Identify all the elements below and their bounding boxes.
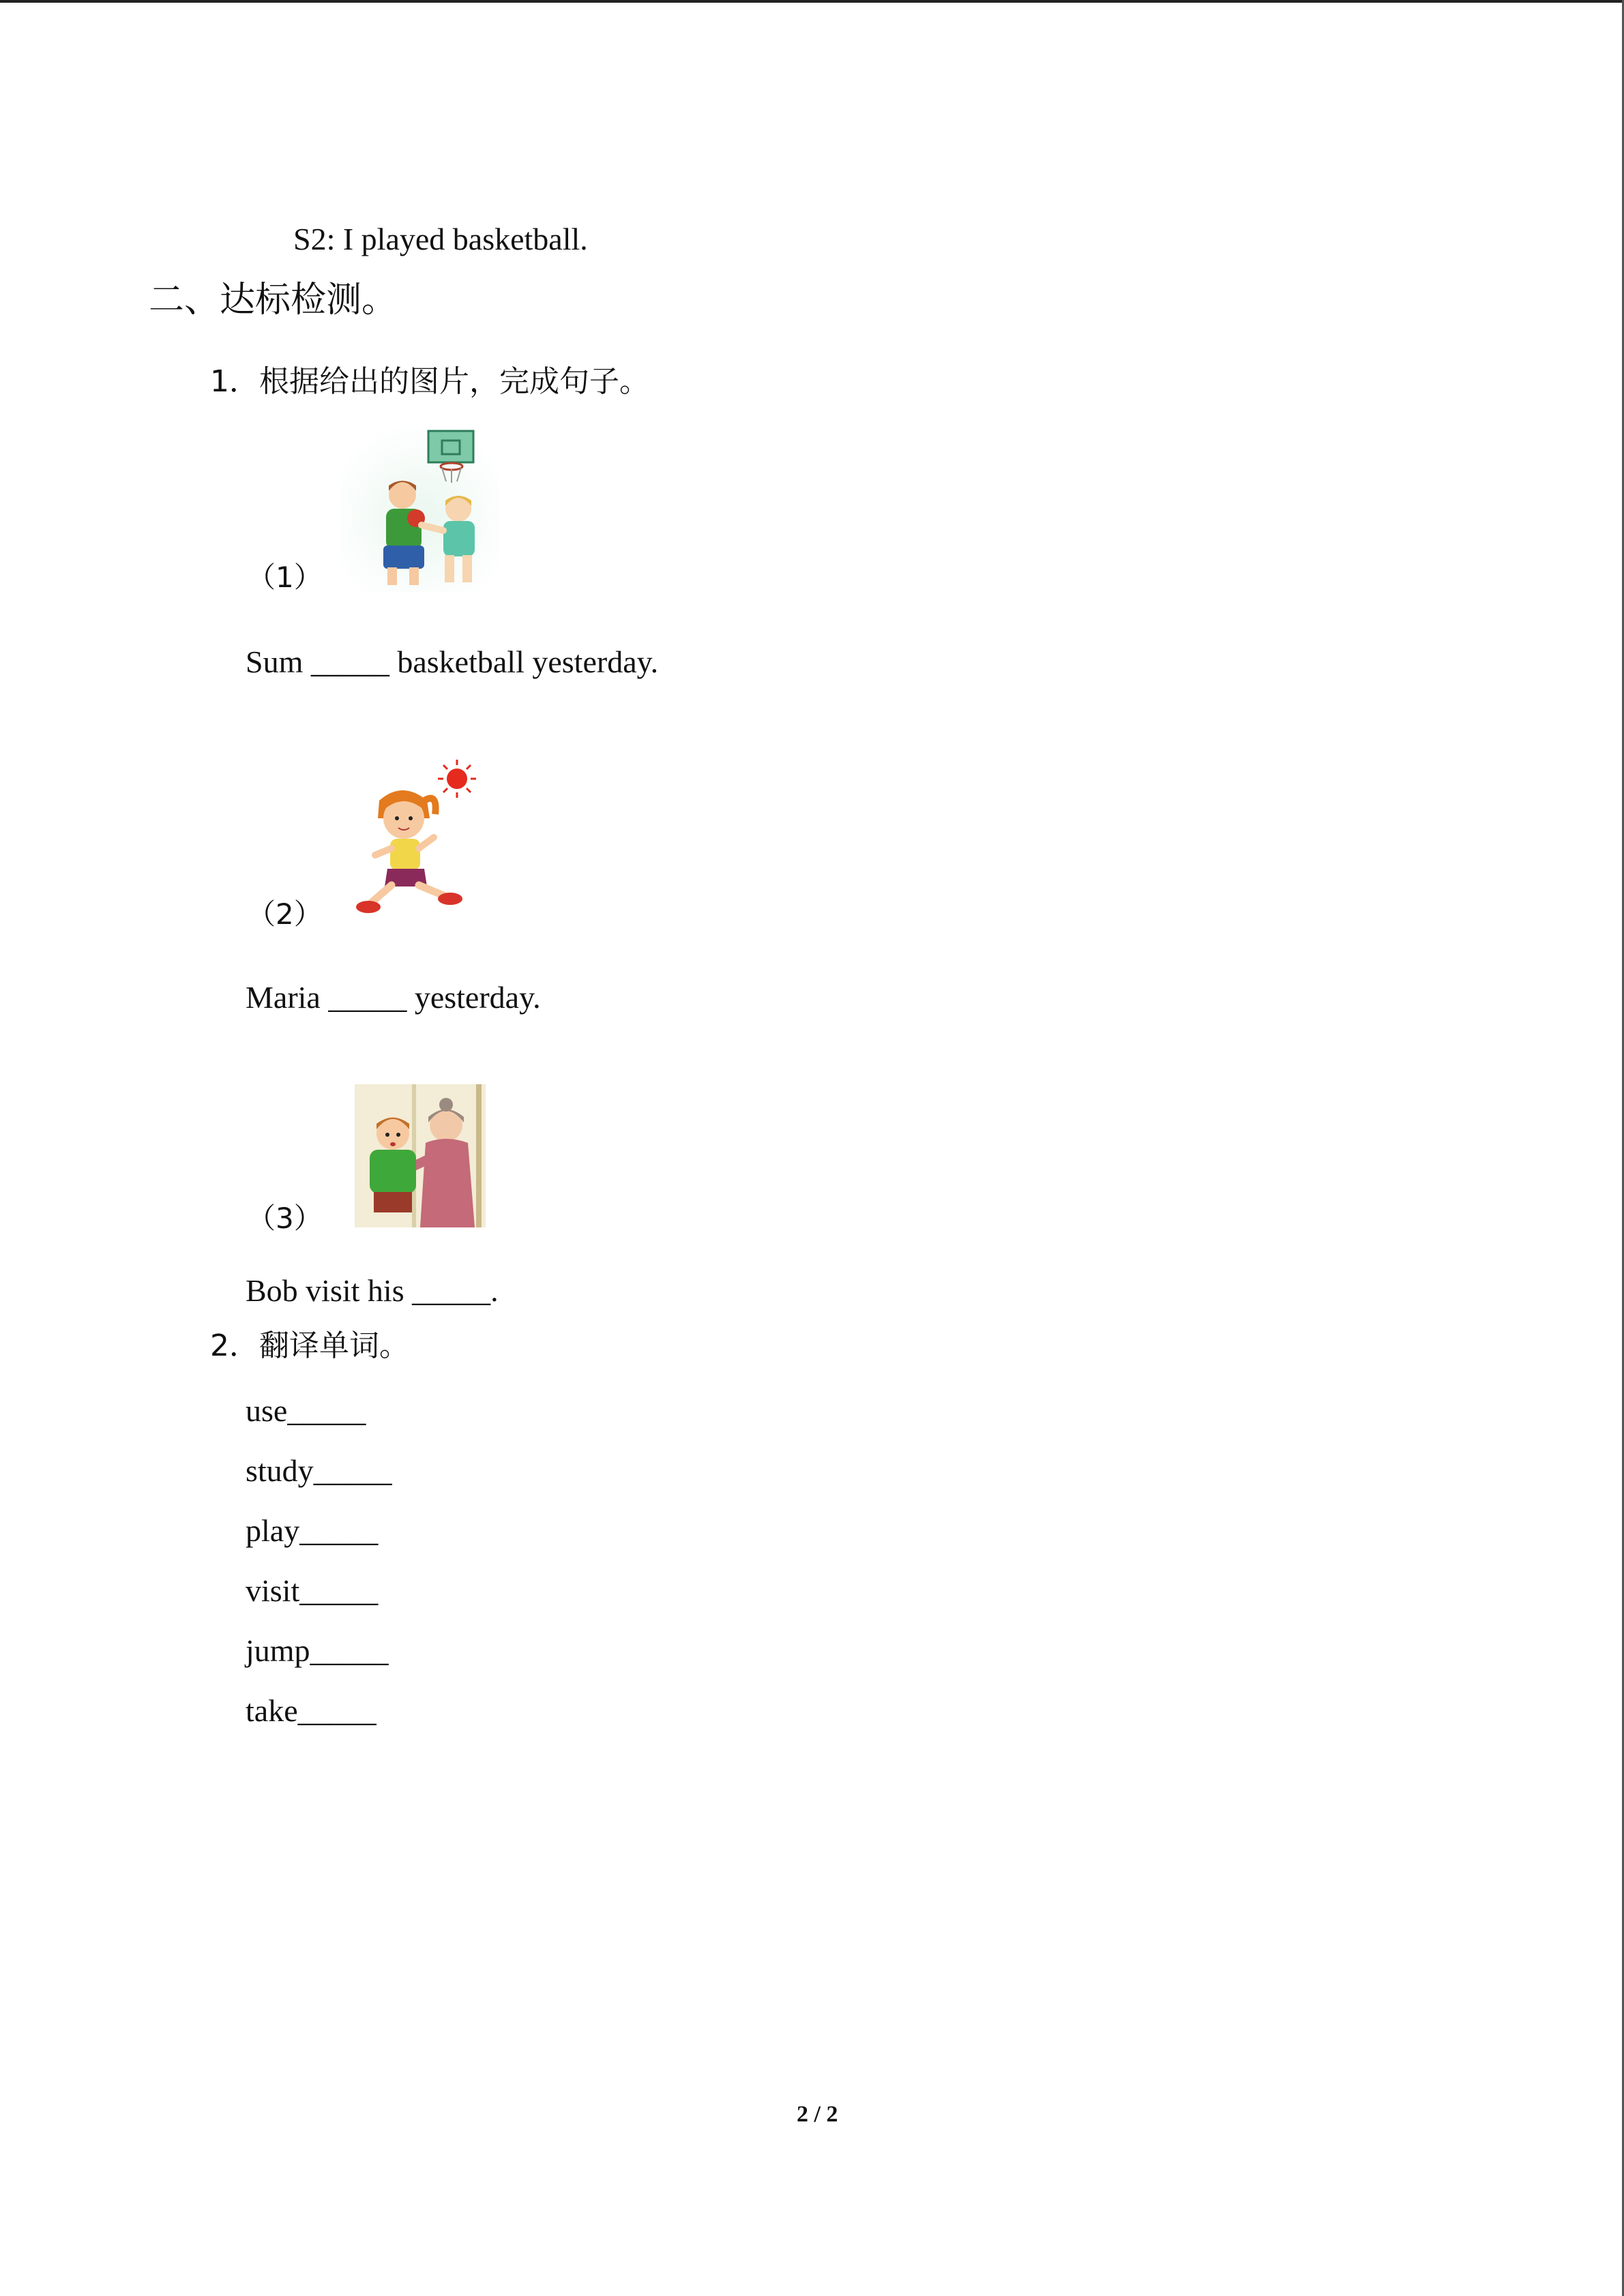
word-item: visit_____ [246, 1573, 379, 1608]
question-2-title: 2．翻译单词。 [210, 1328, 409, 1363]
item-2-sentence: Maria _____ yesterday. [246, 980, 541, 1015]
girl-running-icon [348, 753, 531, 927]
top-border [0, 0, 1624, 3]
page-number: 2 / 2 [797, 2102, 838, 2127]
item-1-label: （1） [247, 561, 323, 594]
boy-visiting-grandma-icon [355, 1084, 486, 1227]
word-item: use_____ [246, 1393, 366, 1428]
item-2-label: （2） [247, 897, 323, 931]
question-1-title: 1．根据给出的图片，完成句子。 [210, 364, 649, 399]
item-3-sentence: Bob visit his _____. [246, 1273, 499, 1308]
word-item: play_____ [246, 1513, 379, 1548]
girls-playing-basketball-icon [341, 428, 499, 592]
item-3-label: （3） [247, 1202, 323, 1235]
word-item: study_____ [246, 1453, 392, 1488]
word-item: jump_____ [246, 1633, 389, 1668]
word-item: take_____ [246, 1693, 377, 1728]
section-title: 二、达标检测。 [149, 280, 398, 320]
dialogue-line: S2: I played basketball. [293, 222, 588, 256]
item-1-sentence: Sum _____ basketball yesterday. [246, 644, 659, 679]
